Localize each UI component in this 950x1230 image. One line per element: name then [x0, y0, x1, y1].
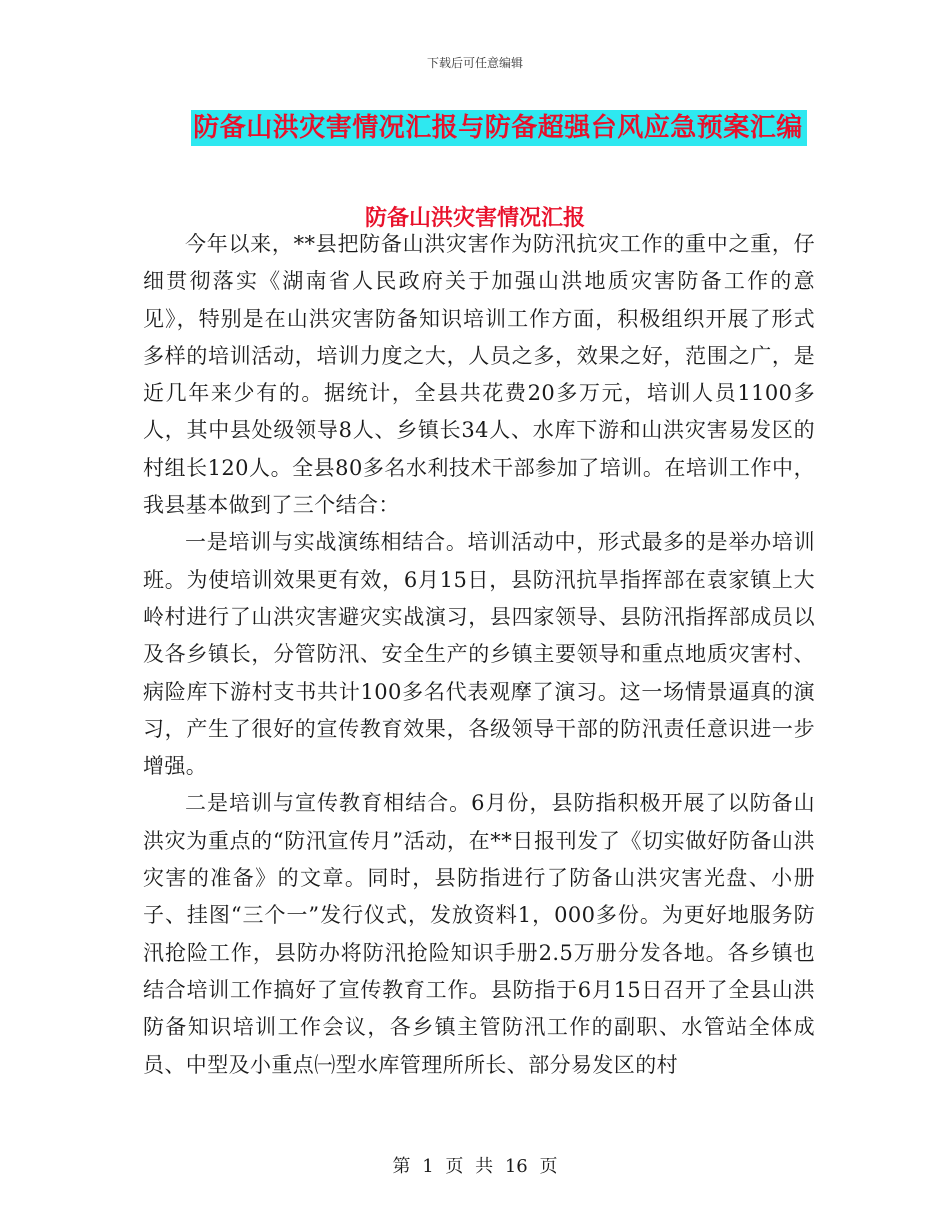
main-title-container [0, 110, 950, 146]
page-header-note: 下载后可任意编辑 [426, 56, 523, 70]
document-title: 防备山洪灾害情况汇报与防备超强台风应急预案汇编 [191, 110, 807, 146]
paragraph: 二是培训与宣传教育相结合。6月份，县防指积极开展了以防备山洪灾为重点的“防汛宣传月”活动，在**日报刊发了《切实做好防备山洪灾害的准备》的文章。同时，县防指进行了防备山洪灾害光盘、小册子、挂图“三个一”发行仪式，发放资料1，000多份。为更好地服务防汛抢险工作，县防办将防汛抢险知识手册2.5万册分发各地。各乡镇也结合培训工作搞好了宣传教育工作。县防指于6月15日召开了全县山洪防备知识培训工作会议，各乡镇主管防汛工作的副职、水管站全体成员、中型及小重点㈠型水库管理所所长、部分易发区的村 [143, 791, 815, 1077]
section-title: 防备山洪灾害情况汇报 [364, 205, 585, 231]
paragraph: 今年以来，**县把防备山洪灾害作为防汛抗灾工作的重中之重，仔细贯彻落实《湖南省人民政府关于加强山洪地质灾害防备工作的意见》，特别是在山洪灾害防备知识培训工作方面，积极组织开展了形式多样的培训活动，培训力度之大，人员之多，效果之好，范围之广，是近几年来少有的。据统计，全县共花费20多万元，培训人员1100多人，其中县处级领导8人、乡镇长34人、水库下游和山洪灾害易发区的村组长120人。全县80多名水利技术干部参加了培训。在培训工作中，我县基本做到了三个结合： [143, 232, 815, 518]
document-body [143, 226, 815, 1084]
paragraph: 一是培训与实战演练相结合。培训活动中，形式最多的是举办培训班。为使培训效果更有效，6月15日，县防汛抗旱指挥部在袁家镇上大岭村进行了山洪灾害避灾实战演习，县四家领导、县防汛指挥部成员以及各乡镇长，分管防汛、安全生产的乡镇主要领导和重点地质灾害村、病险库下游村支书共计100多名代表观摩了演习。这一场情景逼真的演习，产生了很好的宣传教育效果，各级领导干部的防汛责任意识进一步增强。 [143, 530, 815, 779]
page-footer: 第 1 页 共 16 页 [392, 1156, 558, 1177]
